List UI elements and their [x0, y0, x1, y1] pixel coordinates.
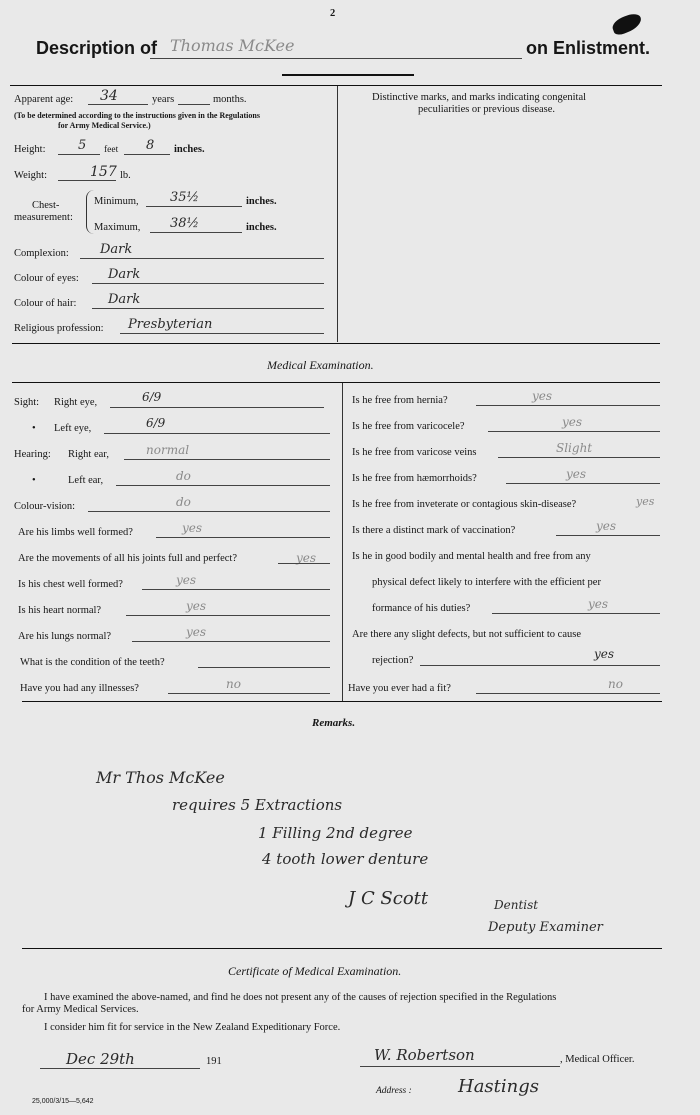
weight-value: 157 — [90, 164, 117, 180]
marks-label-2: peculiarities or previous disease. — [418, 104, 556, 115]
right-ear-label: Right ear, — [68, 449, 109, 460]
feet-label: feet — [104, 145, 119, 155]
remarks-sig-title-2: Deputy Examiner — [488, 920, 603, 935]
colour-vision-label: Colour-vision: — [14, 501, 76, 512]
title-left: Description of — [36, 38, 158, 58]
left-ear-label: Left ear, — [68, 475, 104, 486]
vaccination-value: yes — [596, 519, 617, 533]
eyes-label: Colour of eyes: — [14, 273, 79, 284]
address-value: Hastings — [458, 1076, 540, 1097]
left-eye-value: 6/9 — [146, 416, 166, 430]
age-note-2: for Army Medical Service.) — [58, 121, 151, 130]
limbs-label: Are his limbs well formed? — [18, 527, 133, 538]
chest-max-inches: inches. — [246, 222, 277, 233]
chest-label-2: measurement: — [14, 212, 73, 223]
right-eye-label: Right eye, — [54, 397, 98, 408]
eyes-value: Dark — [108, 267, 141, 282]
ink-blot — [610, 11, 644, 36]
remarks-line-3: 1 Filling 2nd degree — [258, 824, 413, 842]
fit-label: Have you ever had a fit? — [348, 683, 451, 694]
remarks-line-1: Mr Thos McKee — [96, 768, 225, 787]
colour-vision-value: do — [176, 495, 191, 509]
chest-max: 38½ — [170, 216, 200, 231]
hair-value: Dark — [108, 292, 141, 307]
months-label: months. — [213, 94, 247, 105]
hernia-label: Is he free from hernia? — [352, 395, 448, 406]
remarks-sig-title-1: Dentist — [494, 898, 539, 912]
right-eye-value: 6/9 — [142, 390, 162, 404]
remarks-signature: J C Scott — [348, 888, 429, 909]
defects-label-1: Are there any slight defects, but not sufficient to cause — [352, 629, 581, 640]
complexion-label: Complexion: — [14, 248, 69, 259]
chest-formed-value: yes — [176, 573, 197, 587]
joints-label: Are the movements of all his joints full and perfect? — [18, 553, 237, 564]
illness-label: Have you had any illnesses? — [20, 683, 139, 694]
varicocele-value: yes — [562, 415, 583, 429]
vaccination-label: Is there a distinct mark of vaccination? — [352, 525, 516, 536]
hernia-value: yes — [532, 389, 553, 403]
joints-value: yes — [296, 551, 317, 565]
certificate-text-3: I consider him fit for service in the New Zealand Expeditionary Force. — [44, 1022, 341, 1033]
lb-label: lb. — [120, 170, 131, 181]
medical-officer-label: , Medical Officer. — [560, 1054, 635, 1065]
address-label: Address : — [376, 1086, 412, 1096]
left-eye-label: Left eye, — [54, 423, 92, 434]
health-label-2: physical defect likely to interfere with the efficient per — [372, 577, 601, 588]
teeth-label: What is the condition of the teeth? — [20, 657, 165, 668]
years-label: years — [152, 94, 175, 105]
certificate-year-prefix: 191 — [206, 1056, 222, 1067]
height-feet: 5 — [78, 138, 87, 153]
sight-label: Sight: — [14, 397, 40, 408]
title-right: on Enlistment. — [526, 38, 651, 58]
officer-signature: W. Robertson — [374, 1046, 475, 1064]
skin-label: Is he free from inveterate or contagious skin-disease? — [352, 499, 577, 510]
varicocele-label: Is he free from varicocele? — [352, 421, 465, 432]
haemorrhoids-label: Is he free from hæmorrhoids? — [352, 473, 477, 484]
heart-label: Is his heart normal? — [18, 605, 102, 616]
chest-label-1: Chest- — [32, 200, 60, 211]
varicose-value: Slight — [556, 441, 593, 455]
health-value: yes — [588, 597, 609, 611]
chest-max-label: Maximum, — [94, 222, 141, 233]
age-note-1: (To be determined according to the instructions given in the Regulations — [14, 111, 260, 120]
chest-min-inches: inches. — [246, 196, 277, 207]
defects-label-2: rejection? — [372, 655, 414, 666]
hair-label: Colour of hair: — [14, 298, 77, 309]
medical-heading: Medical Examination. — [267, 358, 374, 372]
chest-min: 35½ — [170, 190, 200, 205]
certificate-date: Dec 29th — [66, 1050, 135, 1068]
lungs-label: Are his lungs normal? — [18, 631, 112, 642]
height-inches: 8 — [146, 138, 155, 153]
certificate-text-2: for Army Medical Services. — [22, 1004, 139, 1015]
chest-formed-label: Is his chest well formed? — [18, 579, 123, 590]
certificate-text-1: I have examined the above-named, and find he does not present any of the causes of rejection specified in the Regulations — [44, 992, 557, 1003]
lungs-value: yes — [186, 625, 207, 639]
page-number: 2 — [330, 8, 336, 19]
heart-value: yes — [186, 599, 207, 613]
chest-min-label: Minimum, — [94, 196, 139, 207]
certificate-heading: Certificate of Medical Examination. — [228, 964, 402, 978]
limbs-value: yes — [182, 521, 203, 535]
right-ear-value: normal — [146, 443, 190, 457]
enlistee-name: Thomas McKee — [170, 36, 295, 55]
age-label: Apparent age: — [14, 94, 74, 105]
remarks-line-4: 4 tooth lower denture — [262, 850, 429, 868]
health-label-3: formance of his duties? — [372, 603, 471, 614]
marks-label-1: Distinctive marks, and marks indicating congenital — [372, 92, 587, 103]
religion-label: Religious profession: — [14, 323, 104, 334]
remarks-line-2: requires 5 Extractions — [172, 796, 343, 814]
inches-label: inches. — [174, 144, 205, 155]
skin-value: yes — [636, 495, 655, 508]
age-years: 34 — [100, 88, 118, 104]
complexion-value: Dark — [100, 242, 133, 257]
health-label-1: Is he in good bodily and mental health and free from any — [352, 551, 591, 562]
left-ear-value: do — [176, 469, 191, 483]
illness-value: no — [226, 677, 241, 691]
haemorrhoids-value: yes — [566, 467, 587, 481]
remarks-heading: Remarks. — [312, 717, 356, 729]
print-code: 25,000/3/15—5,642 — [32, 1098, 94, 1105]
weight-label: Weight: — [14, 170, 47, 181]
religion-value: Presbyterian — [128, 317, 213, 332]
height-label: Height: — [14, 144, 46, 155]
hearing-label: Hearing: — [14, 449, 51, 460]
defects-value: yes — [594, 647, 615, 661]
fit-value: no — [608, 677, 623, 691]
enlistment-form-page: 2 Description of Thomas McKee on Enlistment. Apparent age: 34 years months. (To be determined according to the instructions given in the Regulations for Army Medical Service.) Height: 5 feet 8 inches. Weight: 157 lb. Chest- measurement: Minimum, 35½ inches. Maximum, 38½ inches. Complexion: Dark Colour of eyes: Dark Colour of hair: Dark Religious profession: Presbyterian Distinctive marks, and marks indicating congenital peculiarities or previous disease. Medical Examination. Sight: Right eye, 6/9 • Left eye, 6/9 Hearing: Right ear, normal • Left ear, do Colour-vision: do Are his limbs well formed? yes Are the movements of all his joints full and perfect? yes Is his chest well formed? yes Is his heart normal? yes Are his lungs normal? yes What is the condition of the teeth? Have you had any illnesses? no Is he free from hernia? yes Is he free from varicocele? yes Is he free from varicose veins Slight Is he free from hæmorrhoids? yes Is he free from inveterate or contagious skin-disease? yes Is there a distinct mark of vaccination? yes Is he in good bodily and mental health and free from any physical defect likely to interfere with the efficient per formance of his duties? yes Are there any slight defects, but not sufficient to cause rejection? yes Have you ever had a fit? no Remarks. Mr Thos McKee requires 5 Extractions 1 Filling 2nd degree 4 tooth lower denture J C Scott Dentist Deputy Examiner Certificate of Medical Examination. I have examined the above-named, and find he does not present any of the causes of rejection specified in the Regulations for Army Medical Services. I consider him fit for service in the New Zealand Expeditionary Force. Dec 29th 191 W. Robertson , Medical Officer. Address : Hastings 25,000/3/15—5,642 — [0, 0, 700, 1115]
varicose-label: Is he free from varicose veins — [352, 447, 477, 458]
